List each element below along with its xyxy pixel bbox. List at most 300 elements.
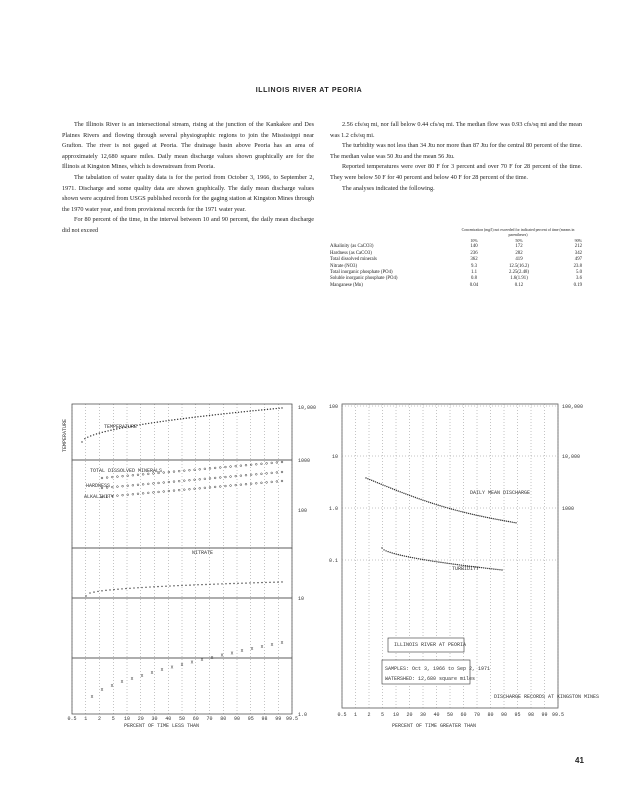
nitrate-point (205, 584, 206, 585)
alkalinity-point (245, 483, 247, 485)
tdm-point (189, 469, 191, 471)
nitrate-point (85, 595, 86, 596)
discharge-point (390, 487, 391, 488)
hardness-point (255, 473, 257, 475)
turbidity-point (389, 552, 390, 553)
discharge-point (409, 495, 410, 496)
temperature-point (203, 415, 204, 416)
x-tick-label: 60 (192, 716, 199, 722)
temperature-point (171, 419, 172, 420)
nitrate-point (185, 585, 186, 586)
phosphate-point: x (210, 654, 214, 661)
turbidity-point (434, 561, 435, 562)
turbidity-point (418, 558, 419, 559)
tdm-point (183, 470, 185, 472)
right-tick-label: 1.0 (298, 712, 308, 718)
temperature-point (142, 424, 143, 425)
analyses-cell: 1.1 (471, 270, 477, 276)
hardness-point (214, 477, 216, 479)
turbidity-point (446, 563, 447, 564)
turbidity-point (448, 563, 449, 564)
temperature-point (102, 432, 103, 433)
temperature-point (252, 410, 253, 411)
turbidity-point (442, 562, 443, 563)
temperature-point (276, 408, 277, 409)
phosphate-point: x (250, 646, 254, 653)
nitrate-point (89, 592, 90, 593)
phosphate-point: x (140, 672, 144, 679)
hardness-point (111, 486, 113, 488)
temperature-point (186, 418, 187, 419)
nitrate-point (221, 583, 222, 584)
temperature-point (81, 441, 82, 442)
x-tick-label: 20 (137, 716, 144, 722)
discharge-point (481, 516, 482, 517)
phosphate-point: x (120, 679, 124, 686)
turbidity-point (497, 569, 498, 570)
analyses-cell: 23.8 (573, 263, 582, 269)
hardness-point (271, 472, 273, 474)
analyses-cell: 5.0 (576, 270, 582, 276)
temperature-point (99, 432, 100, 433)
tdm-point (235, 465, 237, 467)
analyses-cell: 9.3 (471, 263, 477, 269)
paragraph: For 80 percent of the time, in the interval between 10 and 90 percent, the daily mean discharge did not exceed (62, 216, 314, 234)
nitrate-point (117, 589, 118, 590)
analyses-cell: Manganese (Mn) (330, 282, 363, 288)
turbidity-point (416, 558, 417, 559)
temperature-point (218, 414, 219, 415)
discharge-point (371, 480, 372, 481)
discharge-point (491, 518, 492, 519)
discharge-point (436, 504, 437, 505)
hardness-point (142, 483, 144, 485)
nitrate-point (277, 581, 278, 582)
temperature-point (174, 419, 175, 420)
discharge-point (462, 511, 463, 512)
phosphate-point: x (220, 652, 224, 659)
turbidity-point (422, 559, 423, 560)
turbidity-point (410, 557, 411, 558)
hardness-point (204, 478, 206, 480)
hardness-point (194, 479, 196, 481)
analyses-cell: 12.5(16.2) (509, 263, 529, 269)
turbidity-point (400, 554, 401, 555)
alkalinity-point (219, 486, 221, 488)
hardness-point (276, 472, 278, 474)
turbidity-point (479, 567, 480, 568)
nitrate-point (181, 585, 182, 586)
alkalinity-point (230, 485, 232, 487)
discharge-point (413, 496, 414, 497)
discharge-point (380, 484, 381, 485)
discharge-point (485, 516, 486, 517)
nitrate-point (129, 588, 130, 589)
nitrate-point (249, 582, 250, 583)
tdm-point (178, 470, 180, 472)
discharge-point (441, 506, 442, 507)
alkalinity-point (153, 492, 155, 494)
alkalinity-point (235, 484, 237, 486)
hardness-point (225, 476, 227, 478)
alkalinity-point (266, 481, 268, 483)
x-tick-label: 99 (275, 716, 282, 722)
page-number: 41 (575, 756, 584, 765)
discharge-point (460, 511, 461, 512)
analyses-header: Concentration (mg/l) not exceeded for indicated percent of time (means in parentheses) (461, 228, 575, 237)
discharge-point (388, 487, 389, 488)
x-tick-label: 70 (206, 716, 213, 722)
discharge-point (453, 509, 454, 510)
hardness-point (245, 474, 247, 476)
nitrate-point (93, 591, 94, 592)
x-tick-label: 10 (123, 716, 131, 722)
temperature-point (151, 422, 152, 423)
temperature-point (197, 416, 198, 417)
temperature-point (183, 418, 184, 419)
alkalinity-point (271, 481, 273, 483)
discharge-point (487, 517, 488, 518)
phosphate-point: x (130, 675, 134, 682)
tdm-point (106, 477, 108, 479)
analyses-cell: 3.6 (576, 276, 582, 282)
discharge-point (447, 507, 448, 508)
alkalinity-point (158, 491, 160, 493)
hardness-point (173, 481, 175, 483)
alkalinity-point (199, 487, 201, 489)
left-tick-label: 100 (328, 404, 338, 410)
analyses-cell: 0.12 (514, 282, 524, 288)
tdm-point (245, 464, 247, 466)
discharge-point (449, 508, 450, 509)
nitrate-point (189, 584, 190, 585)
nitrate-point (109, 589, 110, 590)
turbidity-point (424, 559, 425, 560)
paragraph: The tabulation of water quality data is for the period from October 3, 1966, to September 2, 1971. Discharge and some quality data are shown graphically. The daily mean discharge values shown were acquired from USGS published records for the gaging station at Kingston Mines through the 1970 water year, and from provisional records for the 1971 water year. (62, 173, 314, 213)
phosphate-point: x (160, 667, 164, 674)
right-tick-label: 100,000 (562, 404, 584, 410)
turbidity-point (428, 560, 429, 561)
analyses-cell: Soluble inorganic phosphate (PO4) (330, 276, 398, 282)
alkalinity-point (261, 482, 263, 484)
nitrate-point (257, 582, 258, 583)
phosphate-point: x (180, 661, 184, 668)
temperature-point (107, 430, 108, 431)
discharge-point (394, 489, 395, 490)
alkalinity-point (281, 480, 283, 482)
analyses-cell: 0.8 (471, 276, 477, 282)
nitrate-point (261, 582, 262, 583)
nitrate-point (253, 582, 254, 583)
temperature-point (96, 433, 97, 434)
tdm-point (173, 471, 175, 473)
hardness-point (163, 482, 165, 484)
discharge-point (407, 494, 408, 495)
phosphate-point: x (240, 648, 244, 655)
temperature-point (177, 419, 178, 420)
turbidity-point (481, 567, 482, 568)
nitrate-point (281, 581, 282, 582)
left-column (62, 120, 314, 237)
turbidity-point (495, 569, 496, 570)
discharge-point (405, 493, 406, 494)
hardness-point (219, 477, 221, 479)
x-tick-label: 40 (165, 716, 172, 722)
turbidity-point (499, 569, 500, 570)
x-tick-label: 95 (247, 716, 254, 722)
turbidity-point (430, 560, 431, 561)
turbidity-point (412, 557, 413, 558)
turbidity-point (426, 559, 427, 560)
turbidity-point (440, 562, 441, 563)
discharge-point (417, 497, 418, 498)
alkalinity-point (276, 481, 278, 483)
turbidity-point (491, 568, 492, 569)
hardness-point (209, 478, 211, 480)
alkalinity-point (117, 495, 119, 497)
right-tick-label: 10 (298, 596, 305, 602)
alkalinity-point (137, 493, 139, 495)
temperature-point (87, 436, 88, 437)
nitrate-point (201, 584, 202, 585)
x-tick-label: 0.5 (67, 716, 77, 722)
temperature-point (232, 412, 233, 413)
discharge-point (468, 513, 469, 514)
nitrate-point (217, 583, 218, 584)
discharge-point (494, 518, 495, 519)
alkalinity-point (178, 489, 180, 491)
discharge-point (375, 481, 376, 482)
turbidity-point (383, 549, 384, 550)
nitrate-point (225, 583, 226, 584)
legend-title: ILLINOIS RIVER AT PEORIA (394, 642, 467, 648)
turbidity-point (408, 556, 409, 557)
nitrate-point (173, 585, 174, 586)
alkalinity-point (204, 487, 206, 489)
hardness-point (137, 484, 139, 486)
samples-text: SAMPLES: Oct 3, 1966 to Sep 2, 1971 (385, 666, 491, 672)
x-tick-label: 1 (84, 716, 88, 722)
temperature-point (249, 410, 250, 411)
phosphate-point: x (270, 642, 274, 649)
x-tick-label: 90 (233, 716, 241, 722)
turbidity-label: TURBIDITY (452, 566, 480, 572)
discharge-point (510, 521, 511, 522)
analyses-cell: 0.19 (573, 282, 582, 288)
temperature-point (229, 413, 230, 414)
hardness-point (281, 471, 283, 473)
discharge-point (434, 503, 435, 504)
temperature-point (200, 416, 201, 417)
temperature-point (264, 409, 265, 410)
discharge-point (420, 499, 421, 500)
discharge-point (493, 518, 494, 519)
turbidity-point (450, 563, 451, 564)
nitrate-point (137, 587, 138, 588)
hardness-point (153, 483, 155, 485)
discharge-point (398, 490, 399, 491)
x-tick-label: 30 (419, 712, 427, 718)
x-tick-label: 2 (367, 712, 371, 718)
hardness-point (147, 483, 149, 485)
x-tick-label: 99.5 (285, 716, 299, 722)
hardness-point (261, 473, 263, 475)
discharge-point (396, 490, 397, 491)
turbidity-point (406, 556, 407, 557)
right-tick-label: 10,000 (298, 405, 317, 411)
nitrate-point (105, 590, 106, 591)
hardness-point (183, 480, 185, 482)
tdm-point (168, 471, 170, 473)
analyses-cell: 0.04 (469, 282, 479, 288)
x-tick-label: 99 (541, 712, 548, 718)
discharge-point (498, 519, 499, 520)
tdm-point (111, 476, 113, 478)
discharge-point (430, 502, 431, 503)
discharge-point (479, 515, 480, 516)
nitrate-point (213, 583, 214, 584)
tdm-point (230, 466, 232, 468)
discharge-point (443, 506, 444, 507)
analyses-row (330, 283, 582, 289)
discharge-point (415, 497, 416, 498)
temperature-point (165, 420, 166, 421)
temperature-point (148, 423, 149, 424)
turbidity-point (455, 564, 456, 565)
nitrate-point (265, 582, 266, 583)
discharge-point (437, 504, 438, 505)
temperature-point (273, 408, 274, 409)
temperature-label: TEMPERATURE (104, 424, 138, 430)
tdm-point (261, 463, 263, 465)
nitrate-point (97, 591, 98, 592)
turbidity-point (438, 561, 439, 562)
discharge-point (445, 507, 446, 508)
turbidity-point (398, 554, 399, 555)
turbidity-point (483, 567, 484, 568)
analyses-cell: 172 (515, 244, 523, 250)
discharge-point (515, 522, 516, 523)
nitrate-point (193, 584, 194, 585)
tdm-point (163, 472, 165, 474)
alkalinity-point (122, 494, 124, 496)
discharge-label: DAILY MEAN DISCHARGE (470, 490, 531, 496)
analyses-cell: Total dissolved minerals (330, 257, 377, 263)
hardness-point (189, 479, 191, 481)
turbidity-point (402, 555, 403, 556)
discharge-point (379, 483, 380, 484)
temperature-point (90, 435, 91, 436)
nitrate-point (113, 589, 114, 590)
tdm-point (219, 467, 221, 469)
hardness-label: HARDNESS (86, 483, 111, 489)
temperature-point (270, 408, 271, 409)
tdm-point (122, 475, 124, 477)
tdm-point (276, 462, 278, 464)
analyses-cell: 2.25(2.48) (509, 270, 529, 276)
nitrate-point (273, 582, 274, 583)
temperature-point (226, 413, 227, 414)
hardness-point (178, 480, 180, 482)
discharge-point (489, 517, 490, 518)
discharge-point (422, 499, 423, 500)
alkalinity-point (163, 491, 165, 493)
discharge-point (373, 480, 374, 481)
x-tick-label: 70 (473, 712, 481, 718)
discharge-point (464, 512, 465, 513)
temperature-point (238, 412, 239, 413)
x-tick-label: 5 (380, 712, 385, 718)
tdm-point (209, 468, 211, 470)
turbidity-point (493, 568, 494, 569)
x-tick-label: 60 (460, 712, 467, 718)
phosphate-panel (72, 598, 292, 658)
discharge-point (424, 500, 425, 501)
discharge-point (432, 503, 433, 504)
temperature-point (157, 421, 158, 422)
analyses-cell: Nitrate (NO3) (330, 263, 358, 269)
turbidity-point (381, 547, 382, 548)
tdm-point (117, 476, 119, 478)
discharge-point (369, 479, 370, 480)
tdm-label: TOTAL DISSOLVED MINERALS (90, 468, 163, 474)
x-tick-label: 99.5 (551, 712, 565, 718)
temperature-point (93, 434, 94, 435)
paragraph: 2.56 cfs/sq mi, nor fall below 0.44 cfs/sq mi. The median flow was 0.93 cfs/sq mi and the mean was 1.2 cfs/sq mi. (330, 121, 582, 139)
nitrate-point (133, 587, 134, 588)
discharge-point (483, 516, 484, 517)
nitrate-point (233, 583, 234, 584)
hardness-point (230, 476, 232, 478)
discharge-point (382, 484, 383, 485)
tdm-point (101, 477, 103, 479)
nitrate-label: NITRATE (192, 550, 214, 556)
turbidity-point (436, 561, 437, 562)
analyses-cell: 1.6(1.91) (510, 276, 528, 282)
tdm-point (214, 467, 216, 469)
discharge-point (508, 521, 509, 522)
x-tick-label: 50 (178, 716, 186, 722)
alkalinity-label: ALKALINITY (84, 494, 115, 500)
discharge-point (426, 501, 427, 502)
alkalinity-point (132, 493, 134, 495)
nitrate-point (209, 584, 210, 585)
phosphate-point: x (280, 640, 284, 646)
alkalinity-point (240, 484, 242, 486)
hardness-point (199, 478, 201, 480)
discharge-point (399, 491, 400, 492)
nitrate-point (141, 587, 142, 588)
nitrate-point (269, 582, 270, 583)
turbidity-point (414, 557, 415, 558)
analyses-cell: 212 (574, 244, 582, 250)
temperature-point (189, 417, 190, 418)
analyses-table (330, 228, 582, 289)
phosphate-point: x (150, 669, 154, 676)
analyses-cell: 236 (470, 250, 478, 256)
turbidity-point (394, 553, 395, 554)
tdm-point (240, 465, 242, 467)
alkalinity-point (255, 482, 257, 484)
temperature-point (139, 424, 140, 425)
turbidity-point (387, 551, 388, 552)
temperature-point (191, 417, 192, 418)
analyses-columns: 10% 50% 90% (470, 238, 582, 243)
paragraph: The Illinois River is an intersectional stream, rising at the junction of the Kankakee and Des Plaines Rivers and flowing through several physiographic regions to join the Mississippi near Grafton. The river is not gaged at Peoria. The drainage basin above Peoria has an area of approximately 12,680 square miles. Daily mean discharge values shown graphically are for the Illinois at Kingston Mines, which is downstream from Peoria. (62, 121, 314, 171)
paragraph: The turbidity was not less than 34 Jtu nor more than 87 Jtu for the central 80 percent of the time. The median value was 50 Jtu and the mean 56 Jtu. (330, 142, 582, 160)
alkalinity-point (142, 492, 144, 494)
temperature-point (168, 420, 169, 421)
